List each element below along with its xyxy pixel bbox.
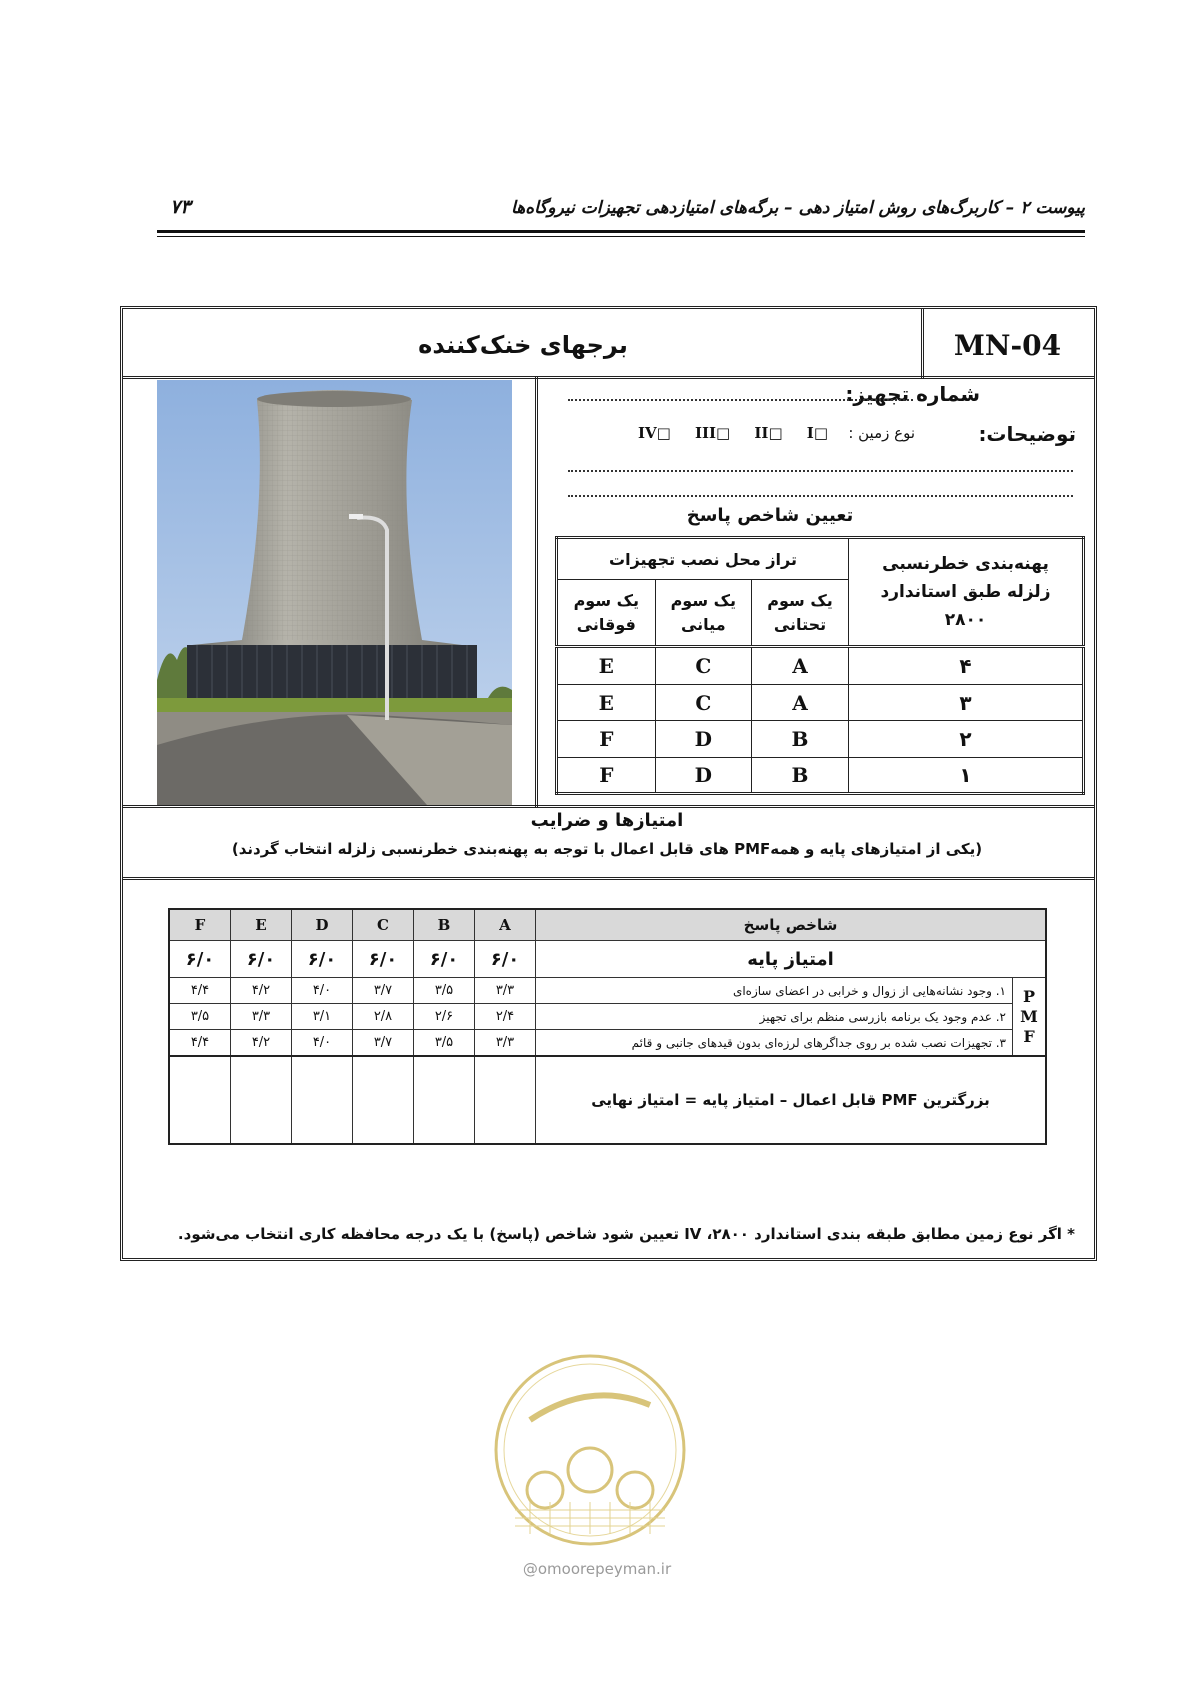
pmf-value: ۴/۲ bbox=[231, 1030, 292, 1057]
pmf-value: ۳/۵ bbox=[414, 978, 475, 1004]
pmf-value: ۳/۱ bbox=[292, 1004, 353, 1030]
table-row bbox=[557, 685, 1084, 721]
soil-option-4[interactable]: IV□ bbox=[638, 424, 671, 442]
pmf-value: ۳/۳ bbox=[475, 978, 536, 1004]
pmf-label: ۳. تجهیزات نصب شده بر روی جداگرهای لرزه‌ای بدون قیدهای جانبی و قائم bbox=[536, 1030, 1013, 1057]
cell: D bbox=[655, 721, 751, 757]
zone-header: پهنه‌بندی خطرنسبی زلزله طبق استاندارد ۲۸۰۰ bbox=[849, 538, 1084, 647]
column-header: F bbox=[169, 909, 231, 941]
zone-cell: ۳ bbox=[849, 685, 1084, 721]
table-row bbox=[557, 757, 1084, 793]
table-row bbox=[557, 646, 1084, 684]
pmf-letter: F bbox=[1023, 1026, 1035, 1046]
pmf-value: ۴/۴ bbox=[169, 978, 231, 1004]
soil-type-label: نوع زمین : bbox=[848, 424, 915, 442]
final-score-cell[interactable] bbox=[292, 1056, 353, 1144]
equipment-code: MN-04 bbox=[953, 328, 1062, 362]
table-row bbox=[169, 909, 1046, 941]
pmf-label: ۲. عدم وجود یک برنامه بازرسی منظم برای تجهیز bbox=[536, 1004, 1013, 1030]
cell: E bbox=[557, 685, 656, 721]
page-number: ۷۳ bbox=[170, 196, 191, 218]
pmf-letter: M bbox=[1020, 1006, 1038, 1026]
cell: C bbox=[655, 646, 751, 684]
table-row bbox=[169, 978, 1046, 1004]
pmf-value: ۴/۰ bbox=[292, 978, 353, 1004]
pmf-value: ۲/۸ bbox=[353, 1004, 414, 1030]
document-header-title: پیوست ۲ – کاربرگ‌های روش امتیاز دهی – برگه‌های امتیازدهی تجهیزات نیروگاه‌ها bbox=[511, 198, 1085, 218]
table-row bbox=[557, 721, 1084, 757]
level-header: تراز محل نصب تجهیزات bbox=[557, 538, 849, 580]
scores-title: امتیازها و ضرایب bbox=[530, 810, 684, 831]
base-score: ۶/۰ bbox=[475, 941, 536, 978]
zone-cell: ۲ bbox=[849, 721, 1084, 757]
cooling-tower-photo bbox=[157, 380, 512, 805]
pmf-letter: P bbox=[1022, 986, 1036, 1006]
column-header: A bbox=[475, 909, 536, 941]
pmf-value: ۲/۴ bbox=[475, 1004, 536, 1030]
column-header: C bbox=[353, 909, 414, 941]
pmf-value: ۳/۵ bbox=[169, 1004, 231, 1030]
final-score-cell[interactable] bbox=[353, 1056, 414, 1144]
description-field-line[interactable] bbox=[568, 470, 1073, 472]
column-header: D bbox=[292, 909, 353, 941]
level-lower-third: یک سوم تحتانی bbox=[751, 580, 848, 647]
pmf-label: ۱. وجود نشانه‌هایی از زوال و خرابی در اعضای سازه‌ای bbox=[536, 978, 1013, 1004]
final-score-cell[interactable] bbox=[231, 1056, 292, 1144]
frame-divider bbox=[122, 805, 1095, 808]
equipment-number-label: شماره تجهیز: bbox=[845, 382, 980, 406]
pmf-value: ۴/۴ bbox=[169, 1030, 231, 1057]
cell: F bbox=[557, 757, 656, 793]
level-upper-third: یک سوم فوقانی bbox=[557, 580, 656, 647]
pmf-value: ۳/۷ bbox=[353, 1030, 414, 1057]
soil-option-1[interactable]: I□ bbox=[806, 424, 828, 442]
base-score: ۶/۰ bbox=[414, 941, 475, 978]
zone-cell: ۴ bbox=[849, 646, 1084, 684]
column-header: E bbox=[231, 909, 292, 941]
pmf-value: ۴/۰ bbox=[292, 1030, 353, 1057]
frame-divider bbox=[535, 377, 538, 807]
cell: C bbox=[655, 685, 751, 721]
cell: F bbox=[557, 721, 656, 757]
watermark-url: @omoorepeyman.ir bbox=[522, 1560, 672, 1578]
header-rule bbox=[157, 230, 1085, 233]
base-score-label: امتیاز پایه bbox=[536, 941, 1047, 978]
soil-option-3[interactable]: III□ bbox=[695, 424, 731, 442]
base-score: ۶/۰ bbox=[231, 941, 292, 978]
table-row bbox=[169, 1056, 1046, 1144]
base-score: ۶/۰ bbox=[292, 941, 353, 978]
final-score-cell[interactable] bbox=[414, 1056, 475, 1144]
cell: B bbox=[751, 721, 848, 757]
pmf-value: ۳/۷ bbox=[353, 978, 414, 1004]
footnote: * اگر نوع زمین مطابق طبقه بندی استاندارد ۲۸۰۰، IV تعیین شود شاخص (پاسخ) با یک درجه محافظه کاری انتخاب می‌شود. bbox=[177, 1225, 1075, 1243]
cell: D bbox=[655, 757, 751, 793]
equipment-number-field[interactable] bbox=[568, 385, 913, 401]
pmf-value: ۳/۵ bbox=[414, 1030, 475, 1057]
response-index-header: شاخص پاسخ bbox=[536, 909, 1047, 941]
final-score-cell[interactable] bbox=[169, 1056, 231, 1144]
column-header: B bbox=[414, 909, 475, 941]
description-field-line[interactable] bbox=[568, 495, 1073, 497]
final-score-cell[interactable] bbox=[475, 1056, 536, 1144]
sheet-title: برجهای خنک‌کننده bbox=[418, 331, 628, 359]
cell: B bbox=[751, 757, 848, 793]
pmf-value: ۳/۳ bbox=[231, 1004, 292, 1030]
scores-subtitle: (یکی از امتیازهای پایه و همهPMF های قابل اعمال با توجه به پهنه‌بندی خطرنسبی زلزله انتخاب گردند) bbox=[231, 840, 983, 858]
base-score: ۶/۰ bbox=[353, 941, 414, 978]
scores-table bbox=[168, 908, 1047, 1145]
watermark-seal bbox=[490, 1350, 690, 1550]
table-row bbox=[169, 1030, 1046, 1057]
pmf-value: ۴/۲ bbox=[231, 978, 292, 1004]
final-score-label: بزرگترین PMF قابل اعمال – امتیاز پایه = امتیاز نهایی bbox=[536, 1056, 1047, 1144]
header-rule-thin bbox=[157, 236, 1085, 237]
pmf-value: ۳/۳ bbox=[475, 1030, 536, 1057]
response-index-table bbox=[555, 536, 1085, 795]
zone-cell: ۱ bbox=[849, 757, 1084, 793]
base-score: ۶/۰ bbox=[169, 941, 231, 978]
soil-type-options bbox=[638, 424, 828, 442]
pmf-group-label bbox=[1013, 978, 1047, 1057]
pmf-value: ۲/۶ bbox=[414, 1004, 475, 1030]
cell: E bbox=[557, 646, 656, 684]
table-row bbox=[169, 941, 1046, 978]
cell: A bbox=[751, 685, 848, 721]
level-middle-third: یک سوم میانی bbox=[655, 580, 751, 647]
response-index-title: تعیین شاخص پاسخ bbox=[686, 505, 854, 526]
cell: A bbox=[751, 646, 848, 684]
table-row bbox=[169, 1004, 1046, 1030]
soil-option-2[interactable]: II□ bbox=[754, 424, 783, 442]
description-label: توضیحات: bbox=[978, 422, 1076, 446]
frame-divider bbox=[122, 877, 1095, 880]
